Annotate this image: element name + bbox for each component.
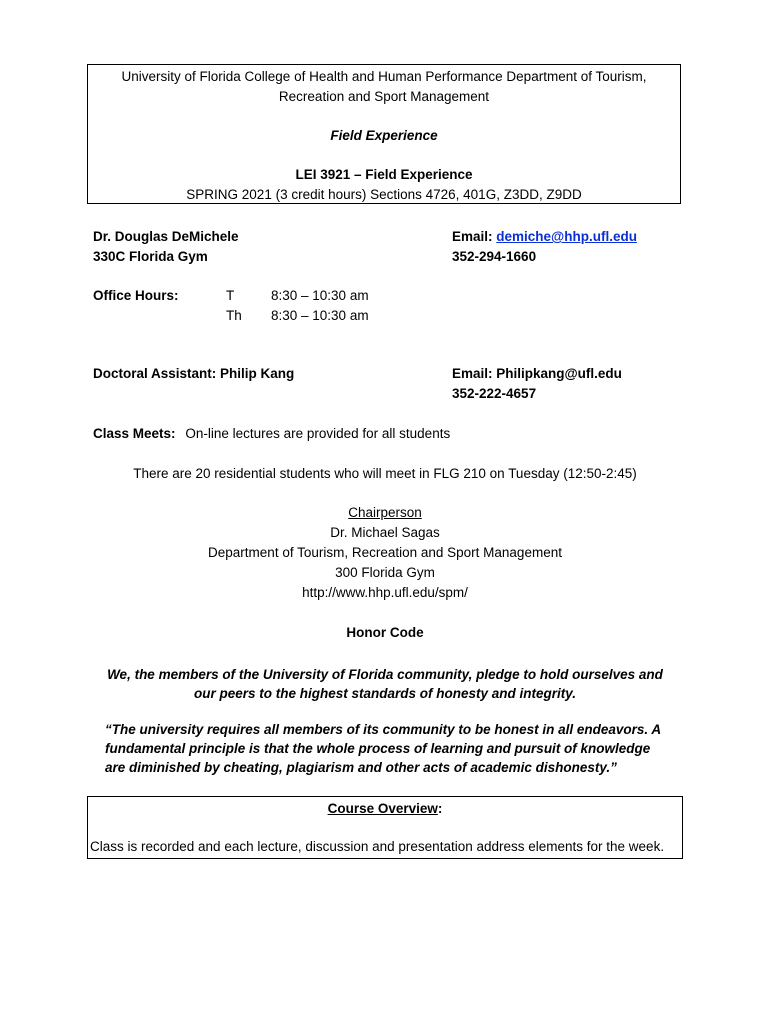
instructor-phone: 352-294-1660 (452, 249, 537, 264)
course-term: SPRING 2021 (3 credit hours) Sections 4726, 401G, Z3DD, Z9DD (186, 187, 582, 202)
class-meets-label: Class Meets: (93, 426, 176, 441)
residential-note: There are 20 residential students who will meet in FLG 210 on Tuesday (12:50-2:45) (133, 466, 637, 481)
course-overview-heading (88, 801, 682, 816)
class-meets-row (93, 426, 450, 441)
chair-url[interactable]: http://www.hhp.ufl.edu/spm/ (302, 585, 468, 600)
instructor-email-label: Email: (452, 229, 493, 244)
office-hours-time-1: 8:30 – 10:30 am (271, 288, 369, 303)
office-hours-time-2: 8:30 – 10:30 am (271, 308, 369, 323)
institution-line-1: University of Florida College of Health and Human Performance Department of Tourism, (121, 69, 647, 84)
institution-line-2: Recreation and Sport Management (278, 89, 490, 104)
honor-pledge: We, the members of the University of Florida community, pledge to hold ourselves and our peers to the highest standards of honesty and integrity. (107, 667, 663, 701)
chair-department: Department of Tourism, Recreation and Sport Management (208, 545, 562, 560)
instructor-email-row (452, 229, 637, 244)
honor-code-heading: Honor Code (346, 625, 424, 640)
chair-office: 300 Florida Gym (335, 565, 435, 580)
chair-title: Chairperson (348, 505, 422, 520)
instructor-email-link[interactable]: demiche@hhp.ufl.edu (496, 229, 637, 244)
instructor-name: Dr. Douglas DeMichele (93, 229, 239, 244)
course-overview-colon: : (437, 801, 443, 816)
honor-quote: “The university requires all members of its community to be honest in all endeavors. A fundamental principle is that the whole process of learning and pursuit of knowledge are diminished by cheating, plagiarism and other acts of academic dishonesty.” (105, 722, 661, 775)
header-box (87, 64, 681, 204)
course-title: LEI 3921 – Field Experience (295, 167, 473, 182)
instructor-office: 330C Florida Gym (93, 249, 208, 264)
assistant-phone: 352-222-4657 (452, 386, 537, 401)
course-overview-box (87, 796, 683, 859)
course-overview-text: Class is recorded and each lecture, discussion and presentation address elements for the week. (90, 839, 665, 854)
office-hours-day-2: Th (226, 308, 242, 323)
document-subtitle: Field Experience (330, 128, 438, 143)
class-meets-text: On-line lectures are provided for all students (185, 426, 451, 441)
course-overview-title: Course Overview (327, 801, 438, 816)
chair-name: Dr. Michael Sagas (330, 525, 440, 540)
assistant-label: Doctoral Assistant: Philip Kang (93, 366, 295, 381)
office-hours-day-1: T (226, 288, 235, 303)
office-hours-label: Office Hours: (93, 288, 179, 303)
assistant-email: Email: Philipkang@ufl.edu (452, 366, 622, 381)
